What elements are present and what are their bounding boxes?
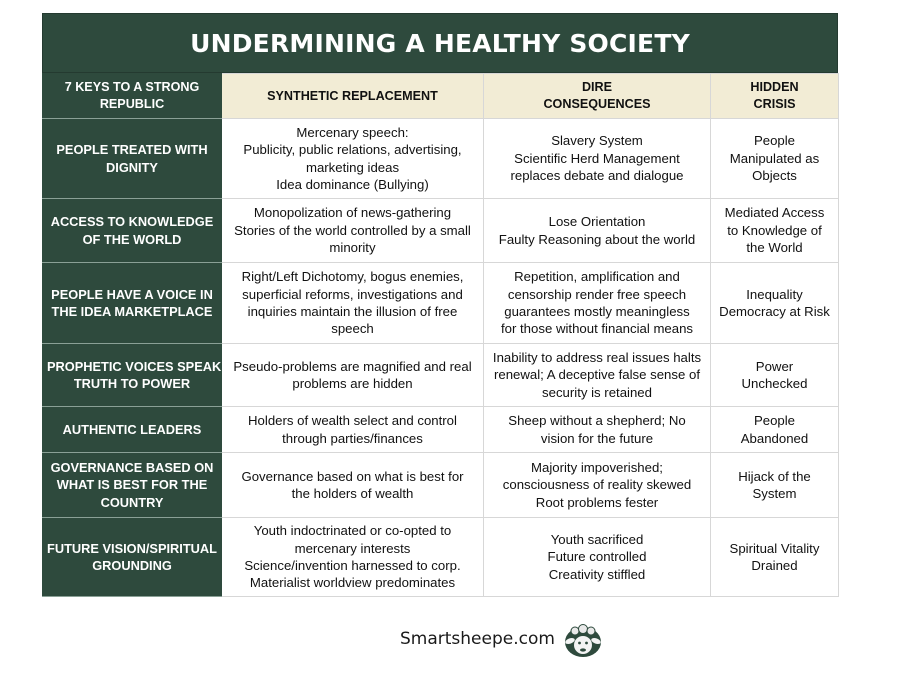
synthetic-replacement-cell: Mercenary speech: Publicity, public relations, advertising, marketing ideas Idea dominance (Bullying) bbox=[222, 119, 484, 199]
hidden-crisis-cell: Inequality Democracy at Risk bbox=[711, 263, 839, 344]
key-cell: PEOPLE TREATED WITH DIGNITY bbox=[43, 119, 222, 199]
hidden-crisis-cell: Power Unchecked bbox=[711, 344, 839, 407]
hidden-crisis-cell: People Abandoned bbox=[711, 407, 839, 453]
synthetic-replacement-cell: Youth indoctrinated or co-opted to mercenary interests Science/invention harnessed to corp. Materialist worldview predominates bbox=[222, 518, 484, 597]
table-row-leaders bbox=[43, 407, 839, 453]
footer bbox=[0, 618, 902, 662]
synthetic-replacement-cell: Monopolization of news-gathering Stories of the world controlled by a small minority bbox=[222, 199, 484, 263]
dire-consequences-cell: Majority impoverished; consciousness of reality skewed Root problems fester bbox=[484, 453, 711, 518]
key-cell: ACCESS TO KNOWLEDGE OF THE WORLD bbox=[43, 199, 222, 263]
table-row-dignity bbox=[43, 119, 839, 199]
dire-consequences-cell: Inability to address real issues halts renewal; A deceptive false sense of security is retained bbox=[484, 344, 711, 407]
header-keys: 7 KEYS TO A STRONG REPUBLIC bbox=[43, 74, 222, 119]
key-cell: GOVERNANCE BASED ON WHAT IS BEST FOR THE COUNTRY bbox=[43, 453, 222, 518]
key-cell: PEOPLE HAVE A VOICE IN THE IDEA MARKETPLACE bbox=[43, 263, 222, 344]
dire-consequences-cell: Slavery System Scientific Herd Management replaces debate and dialogue bbox=[484, 119, 711, 199]
key-cell: AUTHENTIC LEADERS bbox=[43, 407, 222, 453]
society-table bbox=[42, 73, 839, 597]
dire-consequences-cell: Youth sacrificed Future controlled Creativity stiffled bbox=[484, 518, 711, 597]
dire-consequences-cell: Repetition, amplification and censorship render free speech guarantees mostly meaningless for those without financial means bbox=[484, 263, 711, 344]
synthetic-replacement-cell: Holders of wealth select and control through parties/finances bbox=[222, 407, 484, 453]
key-cell: PROPHETIC VOICES SPEAK TRUTH TO POWER bbox=[43, 344, 222, 407]
table-row-future bbox=[43, 518, 839, 597]
infographic bbox=[42, 13, 838, 597]
hidden-crisis-cell: Spiritual Vitality Drained bbox=[711, 518, 839, 597]
sheep-head-icon bbox=[563, 621, 603, 659]
table-row-prophetic bbox=[43, 344, 839, 407]
table-row-knowledge bbox=[43, 199, 839, 263]
table-header-row bbox=[43, 74, 839, 119]
table-row-governance bbox=[43, 453, 839, 518]
dire-consequences-cell: Lose Orientation Faulty Reasoning about the world bbox=[484, 199, 711, 263]
synthetic-replacement-cell: Pseudo-problems are magnified and real problems are hidden bbox=[222, 344, 484, 407]
table-row-voice bbox=[43, 263, 839, 344]
header-synthetic-replacement: SYNTHETIC REPLACEMENT bbox=[222, 74, 484, 119]
dire-consequences-cell: Sheep without a shepherd; No vision for the future bbox=[484, 407, 711, 453]
header-dire-consequences: DIRE CONSEQUENCES bbox=[484, 74, 711, 119]
header-hidden-crisis: HIDDEN CRISIS bbox=[711, 74, 839, 119]
key-cell: FUTURE VISION/SPIRITUAL GROUNDING bbox=[43, 518, 222, 597]
page-title: UNDERMINING A HEALTHY SOCIETY bbox=[42, 13, 838, 73]
hidden-crisis-cell: Hijack of the System bbox=[711, 453, 839, 518]
synthetic-replacement-cell: Governance based on what is best for the holders of wealth bbox=[222, 453, 484, 518]
brand-link[interactable]: Smartsheepe.com bbox=[400, 629, 555, 649]
hidden-crisis-cell: People Manipulated as Objects bbox=[711, 119, 839, 199]
hidden-crisis-cell: Mediated Access to Knowledge of the World bbox=[711, 199, 839, 263]
synthetic-replacement-cell: Right/Left Dichotomy, bogus enemies, superficial reforms, investigations and inquiries maintain the illusion of free speech bbox=[222, 263, 484, 344]
